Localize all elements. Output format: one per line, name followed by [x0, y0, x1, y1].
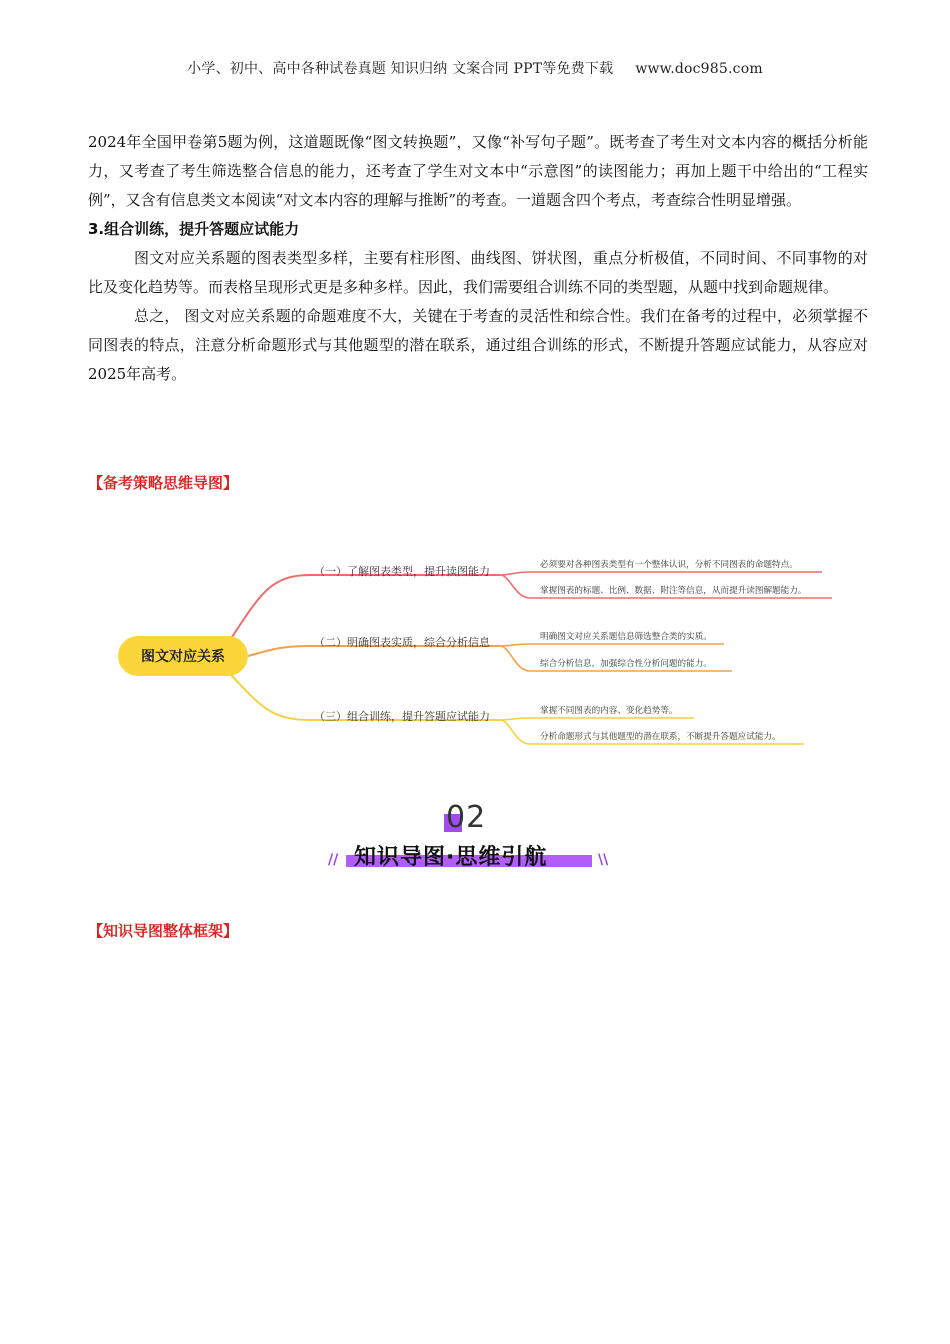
mindmap-branch-1: （一）了解图表类型，提升读图能力: [314, 565, 490, 578]
mindmap-branch-3: （三）组合训练，提升答题应试能力: [314, 710, 490, 723]
connector-branch-1: [230, 575, 500, 640]
mindmap-leaf-3b: 分析命题形式与其他题型的潜在联系，不断提升答题应试能力。: [540, 732, 781, 742]
paragraph-3: 总之， 图文对应关系题的命题难度不大，关键在于考查的灵活性和综合性。我们在备考的过程中，必须掌握不同图表的特点，注意分析命题形式与其他题型的潜在联系，通过组合训练的形式，不断提升答题应试能力，从容应对2025年高考。: [88, 307, 868, 383]
mindmap-leaf-1a: 必须要对各种图表类型有一个整体认识，分析不同图表的命题特点。: [540, 560, 798, 570]
section-title: 知识导图·思维引航: [354, 845, 548, 870]
main-content: [88, 128, 868, 389]
mindmap-branch-2: （二）明确图表实质，综合分析信息: [314, 636, 490, 649]
section-heading-strategy: 【备考策略思维导图】: [88, 474, 239, 492]
slash-left-icon: //: [328, 852, 339, 868]
header-site[interactable]: www.doc985.com: [635, 61, 763, 77]
section-heading-framework: 【知识导图整体框架】: [88, 922, 239, 940]
connector-leaf-2a: [500, 644, 724, 646]
mindmap-leaf-2b: 综合分析信息，加强综合性分析问题的能力。: [540, 659, 712, 669]
paragraph-1: 2024年全国甲卷第5题为例，这道题既像“图文转换题”，又像“补写句子题”。既考查了考生对文本内容的概括分析能力，又考查了考生筛选整合信息的能力，还考查了学生对文本中“示意图”的读图能力；再加上题干中给出的“工程实例”，又含有信息类文本阅读“对文本内容的理解与推断”的考查。一道题含四个考点，考查综合性明显增强。: [88, 133, 868, 209]
mindmap-root: 图文对应关系: [118, 636, 248, 676]
mindmap-leaf-2a: 明确图文对应关系题信息筛选整合类的实质。: [540, 632, 712, 642]
section-number: 02: [446, 800, 487, 835]
section-banner: [320, 800, 630, 880]
page-header: [0, 58, 950, 78]
header-text: 小学、初中、高中各种试卷真题 知识归纳 文案合同 PPT等免费下载: [187, 61, 614, 77]
mindmap-leaf-3a: 掌握不同图表的内容、变化趋势等。: [540, 706, 678, 716]
mindmap: [110, 540, 840, 755]
connector-leaf-3a: [500, 718, 694, 720]
mindmap-leaf-1b: 掌握图表的标题、比例、数据、附注等信息，从而提升读图解题能力。: [540, 586, 807, 596]
connector-leaf-1a: [500, 572, 822, 575]
paragraph-2: 图文对应关系题的图表类型多样，主要有柱形图、曲线图、饼状图，重点分析极值，不同时间、不同事物的对比及变化趋势等。而表格呈现形式更是多种多样。因此，我们需要组合训练不同的类型题，从题中找到命题规律。: [88, 249, 868, 296]
subheading-3: 3.组合训练，提升答题应试能力: [88, 220, 300, 238]
slash-right-icon: \\: [598, 852, 609, 868]
